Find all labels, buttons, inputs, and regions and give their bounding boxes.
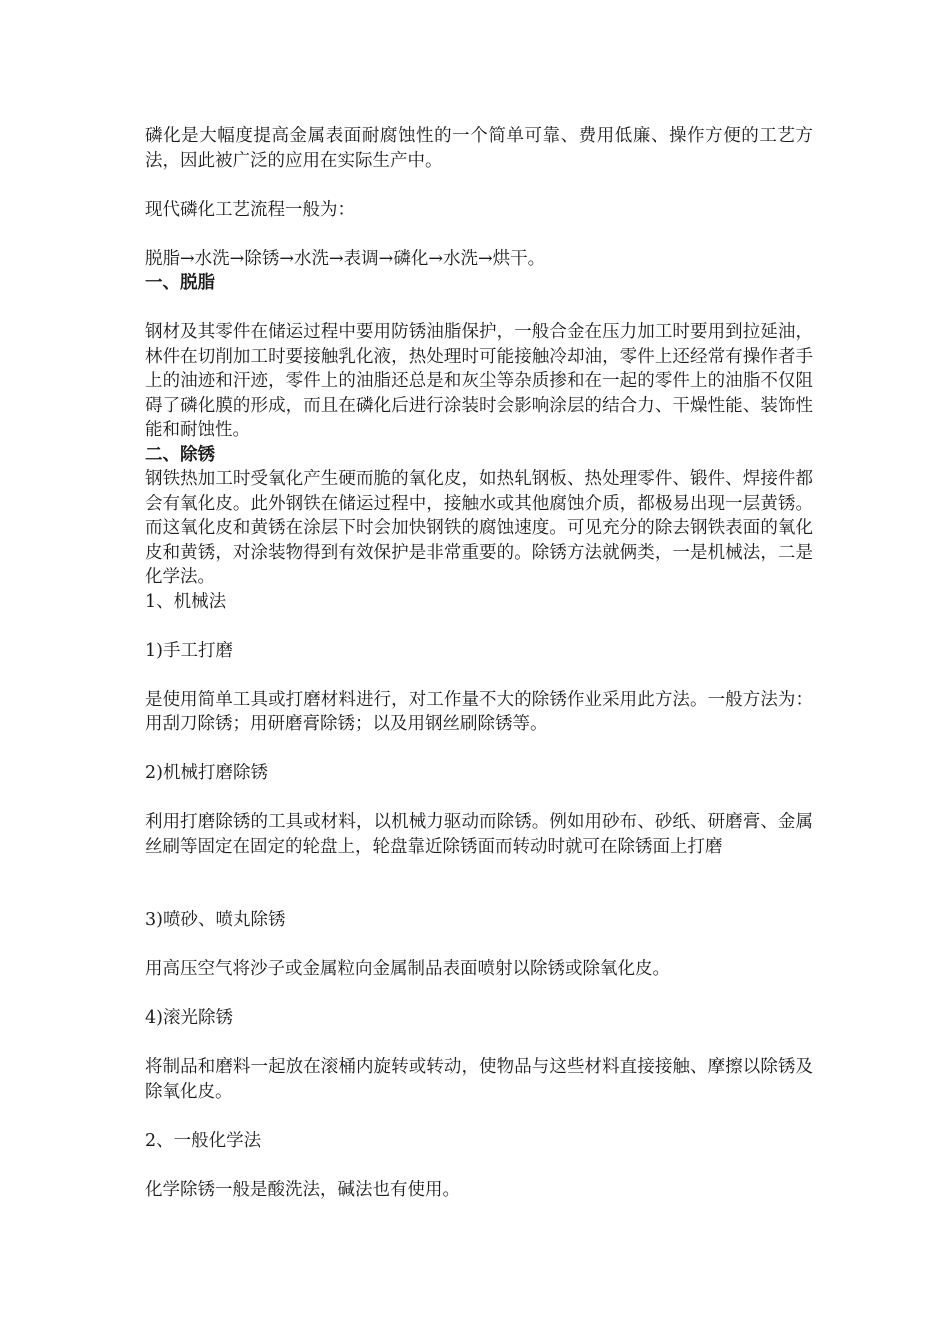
section1-body: 钢材及其零件在储运过程中要用防锈油脂保护，一般合金在压力加工时要用到拉延油，林件在切削加工时要接触乳化液，热处理时可能接触冷却油，零件上还经常有操作者手上的油迹和汗迹，零件上的油脂还总是和灰尘等杂质掺和在一起的零件上的油脂不仅阻碍了磷化膜的形成，而且在磷化后进行涂装时会影响涂层的结合力、干燥性能、装饰性能和耐蚀性。 (145, 322, 813, 440)
sub1-heading: 1、机械法 (145, 591, 227, 612)
item1-title: 1)手工打磨 (145, 640, 233, 661)
process-flow: 脱脂→水洗→除锈→水洗→表调→磷化→水洗→烘干。 (145, 248, 546, 269)
item4-body: 将制品和磨料一起放在滚桶内旋转或转动，使物品与这些材料直接接触、摩擦以除锈及除氧化皮。 (145, 1057, 813, 1102)
intro-paragraph: 磷化是大幅度提高金属表面耐腐蚀性的一个简单可靠、费用低廉、操作方便的工艺方法，因此被广泛的应用在实际生产中。 (145, 126, 813, 171)
item3-title: 3)喷砂、喷丸除锈 (145, 910, 286, 930)
process-title: 现代磷化工艺流程一般为： (145, 199, 355, 220)
sub2-body: 化学除锈一般是酸洗法，碱法也有使用。 (145, 1179, 460, 1200)
item2-title: 2)机械打磨除锈 (145, 763, 268, 783)
section2-body: 钢铁热加工时受氧化产生硬而脆的氧化皮，如热轧钢板、热处理零件、锻件、焊接件都会有氧化皮。此外钢铁在储运过程中，接触水或其他腐蚀介质，都极易出现一层黄锈。而这氧化皮和黄锈在涂层下时会加快钢铁的腐蚀速度。可见充分的除去钢铁表面的氧化皮和黄锈，对涂装物得到有效保护是非常重要的。除锈方法就俩类，一是机械法，二是化学法。 (145, 469, 813, 587)
item2-body: 利用打磨除锈的工具或材料，以机械力驱动而除锈。例如用砂布、砂纸、研磨膏、金属丝刷等固定在固定的轮盘上，轮盘靠近除锈面而转动时就可在除锈面上打磨 (145, 812, 813, 857)
section1-heading: 一、脱脂 (145, 273, 215, 293)
document-body (145, 124, 813, 1202)
item1-body: 是使用简单工具或打磨材料进行，对工作量不大的除锈作业采用此方法。一般方法为：用刮刀除锈；用研磨膏除锈；以及用钢丝刷除锈等。 (145, 689, 813, 734)
section2-heading: 二、除锈 (145, 444, 215, 465)
sub2-heading: 2、一般化学法 (145, 1130, 262, 1151)
item3-body: 用高压空气将沙子或金属粒向金属制品表面喷射以除锈或除氧化皮。 (145, 959, 670, 979)
item4-title: 4)滚光除锈 (145, 1008, 233, 1028)
